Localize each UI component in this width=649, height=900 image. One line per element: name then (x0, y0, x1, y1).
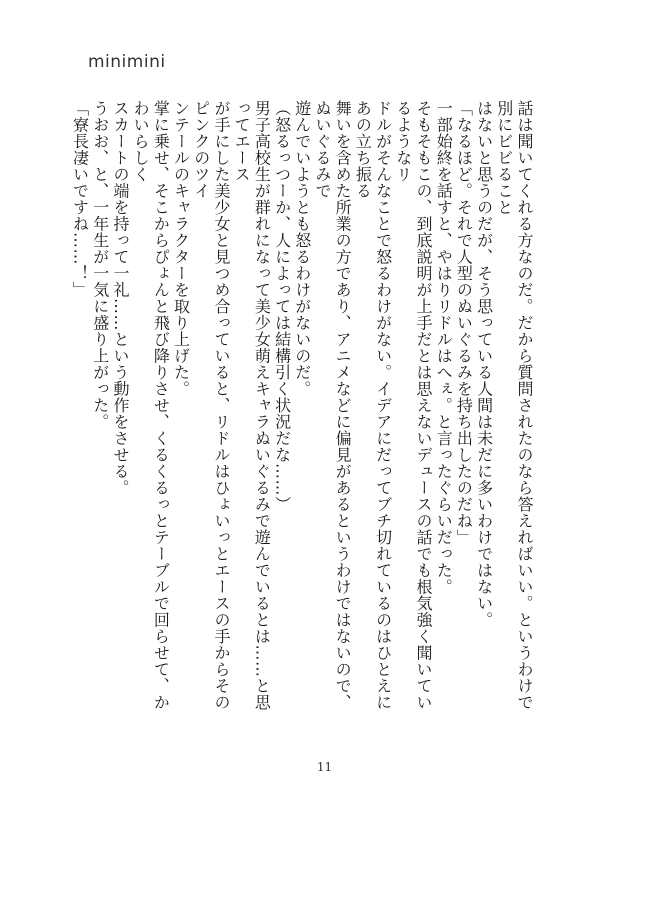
text-line: 遊んでいようとも怒るわけがないのだ。 (292, 100, 312, 397)
text-line: 男子高校生が群れになって美少女萌えキャラぬいぐるみで遊んでいるとは……と思ってエース (232, 100, 272, 711)
page-header-title: minimini (88, 52, 166, 72)
page-number: 11 (316, 760, 333, 774)
text-line: そもそもこの、到底説明が上手だとは思えないデュースの話でも根気強く聞いているようなリ (393, 100, 433, 711)
text-line: スカートの端を持って一礼……という動作をさせる。 (110, 100, 130, 496)
text-line: 舞いを含めた所業の方であり、アニメなどに偏見があるというわけではないので、ぬいぐるみで (312, 100, 353, 711)
text-line: 「寮長凄いですね……！」 (70, 100, 90, 298)
text-line: 「なるほど。それで人型のぬいぐるみを持ち出したのだね」 (454, 100, 474, 546)
text-line: 掌に乗せ、そこからぴょんと飛び降りさせ、くるくるっとテーブルで回らせて、かわいらしく (131, 100, 171, 711)
text-line: ドルがそんなことで怒るわけがない。イデアにだってブチ切れているのはひとえにあの立ち振る (353, 100, 393, 711)
text-line: 一部始終を話すと、やはりリドルはへぇ。と言ったぐらいだった。 (434, 100, 454, 595)
vertical-body-text (70, 100, 534, 720)
text-line: はないと思うのだが、そう思っている人間は未だに多いわけではない。 (474, 100, 494, 628)
text-line: が手にした美少女と見つめ合っていると、リドルはひょいっとエースの手からそのピンクのツイ (191, 100, 231, 711)
text-line: うおお、と、一年生が一気に盛り上がった。 (90, 100, 110, 430)
text-line: ンテールのキャラクターを取り上げた。 (171, 100, 191, 397)
text-line: 話は聞いてくれる方なのだ。だから質問されたのなら答えればいい。というわけで別にビビること (494, 100, 534, 711)
text-line: （怒るっつーか、人によっては結構引く状況だな……） (272, 100, 292, 513)
